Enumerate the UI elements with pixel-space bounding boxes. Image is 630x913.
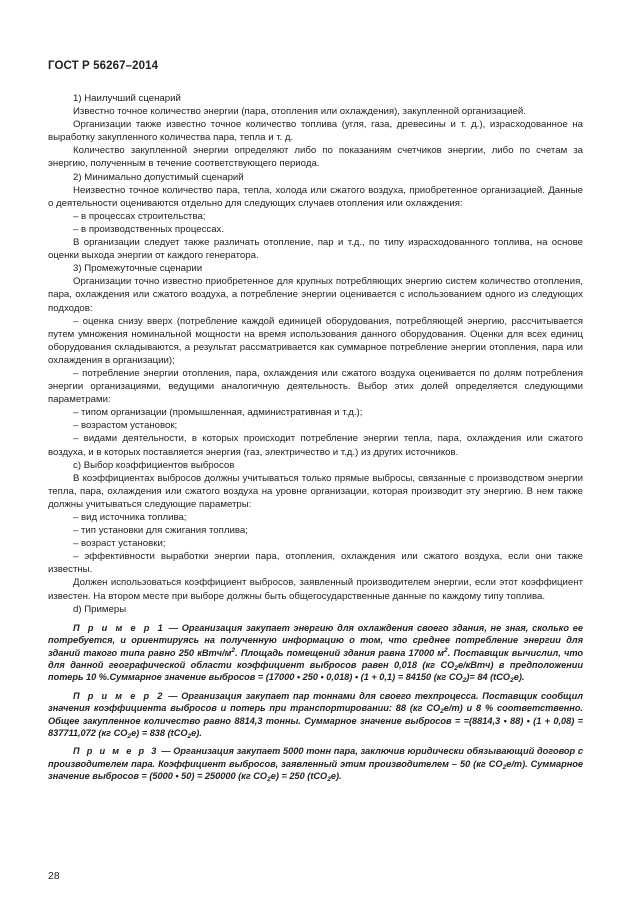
example-3: П р и м е р 3 — Организация закупает 5000 тонн пара, заключив юридически обязывающий договор с производителем пара. Коэффициент выбросов, заявленный этим производителем – 50 (кг $СО_2е/т$). Суммарное значение выбросов = (5000 • 50) = 250000 (кг $СО_2е) = 250$ (tCO$_2$e).: [48, 746, 584, 784]
list-item: – эффективности выработки энергии пара, отопления, охлаждения или сжатого воздуха, если они также известны.: [48, 551, 583, 576]
list-item: – типом организации (промышленная, административная и т.д.);: [73, 407, 363, 419]
list-item: – потребление энергии отопления, пара, охлаждения или сжатого воздуха оценивается по долям потребления энергии организациями, ведущими аналогичную деятельность. Выбор этих долей определяется следующими параметрами:: [48, 367, 583, 406]
page-number: 28: [48, 870, 60, 882]
list-item: – видами деятельности, в которых происходит потребление энергии тепла, пара, охлаждения или сжатого воздуха, и в которых поставляется энергия (газ, электричество и т.д.) из других источников.: [48, 433, 583, 458]
paragraph: Неизвестно точное количество пара, тепла, холода или сжатого воздуха, приобретенное организацией. Данные о деятельности оцениваются отдельно для следующих случаев отопления или охлаждения:: [48, 184, 583, 209]
paragraph: с) Выбор коэффициентов выбросов: [73, 459, 235, 471]
list-item: – возраст установки;: [73, 538, 166, 550]
paragraph: 3) Промежуточные сценарии: [73, 263, 203, 275]
paragraph: 2) Минимально допустимый сценарий: [73, 171, 244, 183]
example-label: П р и м е р 3: [73, 746, 159, 757]
example-label: П р и м е р 1: [73, 622, 165, 633]
paragraph: 1) Наилучший сценарий: [73, 93, 181, 104]
page-header: ГОСТ Р 56267–2014: [48, 60, 159, 72]
list-item: – вид источника топлива;: [73, 512, 187, 523]
paragraph: В организации следует также различать отопление, пар и т.д., по типу израсходованного топлива, на основе оценки выхода энергии от каждого генератора.: [48, 237, 583, 262]
paragraph: Количество закупленной энергии определяют либо по показаниям счетчиков энергии, либо по счетам за энергию, полученным в течение соответствующего периода.: [48, 145, 583, 170]
example-label: П р и м е р 2: [73, 690, 165, 701]
list-item: – оценка снизу вверх (потребление каждой единицей оборудования, потребляющей энергию, рассчитывается путем умножения номинальной мощности на время использования данного оборудования. Оценки для всех единиц оборудования складываются, а результат рассматривается как суммарное потребление энергии отопления, пара или охлаждения в организации);: [48, 315, 583, 366]
list-item: – в производственных процессах.: [73, 223, 225, 235]
paragraph: Организации также известно точное количество топлива (угля, газа, древесины и т. д.), израсходованное на выработку закупленного количества пара, тепла и т. д.: [48, 119, 583, 144]
example-2: П р и м е р 2 — Организация закупает пар тоннами для своего техпроцесса. Поставщик сообщил значения коэффициента выбросов и потерь при транспортировании: 88 (кг $СО_2е/т$) и 8 % соответственно. Общее закупленное количество равно 8814,3 тонны. Суммарное значение выбросов = =(8814,3 • 88) • (1 + 0,08) = 837711,072 (кг $СО_2е) = 838$ (tCO$_2$e).: [48, 690, 583, 740]
paragraph: Известно точное количество энергии (пара, отопления или охлаждения), закупленной организацией.: [73, 106, 526, 118]
list-item: – возрастом установок;: [73, 420, 178, 432]
paragraph: В коэффициентах выбросов должны учитываться только прямые выбросы, связанные с производством энергии тепла, пара, охлаждения или сжатого воздуха на уровне организации, которая производит эту энергию. В нем также должны учитываться следующие параметры:: [48, 472, 583, 510]
paragraph: Должен использоваться коэффициент выбросов, заявленный производителем энергии, если этот коэффициент известен. На втором месте при выборе должны быть общегосударственные данные по каждому типу топлива.: [48, 577, 583, 602]
paragraph: Организации точно известно приобретенное для крупных потребляющих энергию систем количество отопления, пара, охлаждения или сжатого воздуха, а потребление энергии оценивается с использованием одного из следующих подходов:: [48, 276, 583, 314]
list-item: – в процессах строительства;: [73, 210, 206, 222]
paragraph: d) Примеры: [73, 603, 127, 615]
example-1: П р и м е р 1 — Организация закупает энергию для охлаждения своего здания, не зная, сколько ее потребуется, и ориентируясь на полученную информацию о том, что среднее потребление энергии для зданий такого типа равно 250 кВтч/$м^2$. Площадь помещений здания равна 17000 $м^2$. Поставщик вычислил, что для данной географической области коэффициент выбросов равен 0,018 (кг $СО_2е/кВтч$) в предположении потерь 10 %.Суммарное значение выбросов = (17000 • 250 • 0,018) • (1 + 0,1) = 84150 (кг $СО_2)= 84$ (tCO$_2$e).: [48, 622, 583, 685]
list-item: – тип установки для сжигания топлива;: [73, 525, 248, 537]
page-body: [48, 92, 583, 783]
